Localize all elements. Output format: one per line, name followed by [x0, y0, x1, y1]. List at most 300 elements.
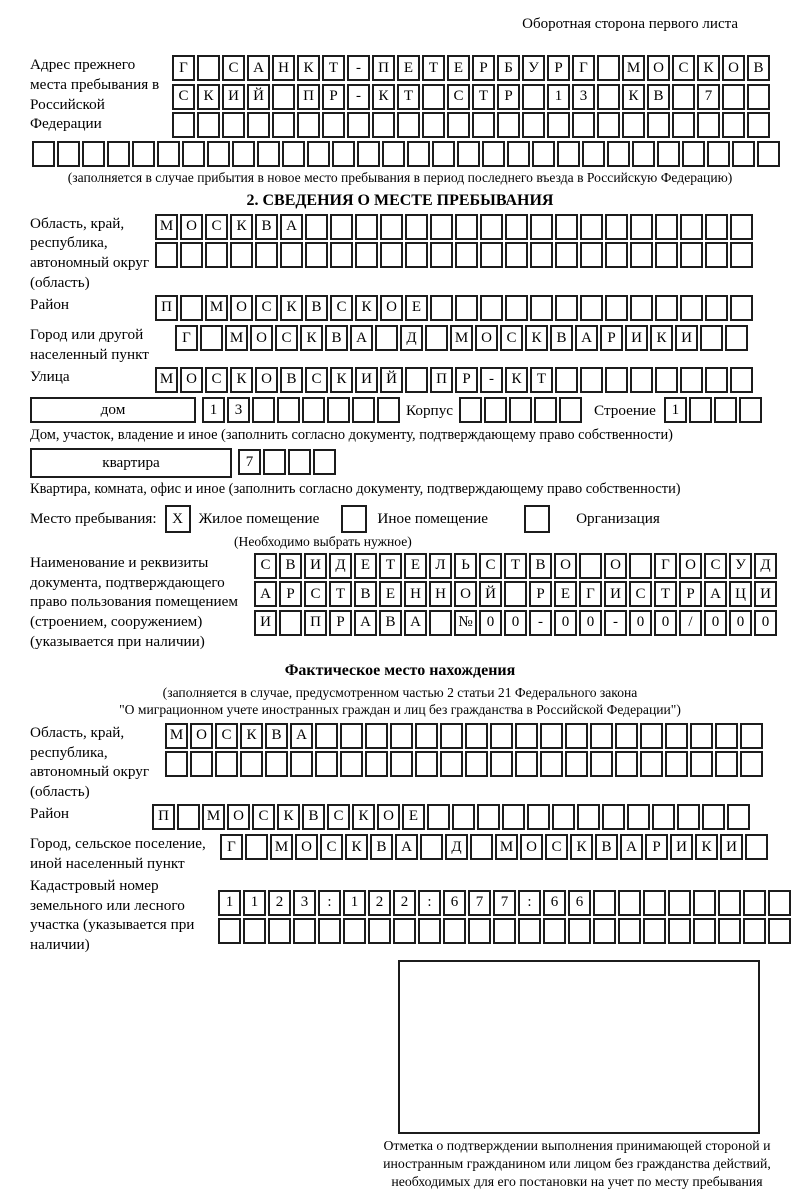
- form-cell[interactable]: [197, 55, 220, 81]
- form-cell[interactable]: [590, 751, 613, 777]
- form-cell[interactable]: Р: [322, 84, 345, 110]
- form-cell[interactable]: В: [379, 610, 402, 636]
- form-cell[interactable]: [730, 295, 753, 321]
- form-cell[interactable]: [530, 242, 553, 268]
- form-cell[interactable]: [768, 918, 791, 944]
- form-cell[interactable]: [643, 890, 666, 916]
- form-cell[interactable]: С: [172, 84, 195, 110]
- form-cell[interactable]: 1: [243, 890, 266, 916]
- form-cell[interactable]: И: [754, 581, 777, 607]
- form-cell[interactable]: [455, 214, 478, 240]
- form-cell[interactable]: [630, 367, 653, 393]
- form-cell[interactable]: [630, 295, 653, 321]
- s2-region-row-2[interactable]: [155, 242, 755, 268]
- form-cell[interactable]: С: [545, 834, 568, 860]
- form-cell[interactable]: Е: [554, 581, 577, 607]
- form-cell[interactable]: [490, 751, 513, 777]
- form-cell[interactable]: [465, 723, 488, 749]
- form-cell[interactable]: [205, 242, 228, 268]
- form-cell[interactable]: [470, 834, 493, 860]
- form-cell[interactable]: [739, 397, 762, 423]
- stay-option-organization-checkbox[interactable]: [524, 505, 550, 533]
- form-cell[interactable]: [268, 918, 291, 944]
- form-cell[interactable]: [547, 112, 570, 138]
- form-cell[interactable]: И: [304, 553, 327, 579]
- form-cell[interactable]: О: [475, 325, 498, 351]
- form-cell[interactable]: 1: [202, 397, 225, 423]
- form-cell[interactable]: [615, 751, 638, 777]
- form-cell[interactable]: [530, 214, 553, 240]
- form-cell[interactable]: А: [575, 325, 598, 351]
- form-cell[interactable]: [180, 295, 203, 321]
- form-cell[interactable]: [555, 367, 578, 393]
- form-cell[interactable]: [505, 214, 528, 240]
- document-row-2[interactable]: [254, 581, 779, 607]
- form-cell[interactable]: [327, 397, 350, 423]
- form-cell[interactable]: И: [254, 610, 277, 636]
- al-city-row[interactable]: [220, 834, 770, 860]
- form-cell[interactable]: [32, 141, 55, 167]
- form-cell[interactable]: /: [679, 610, 702, 636]
- form-cell[interactable]: [377, 397, 400, 423]
- form-cell[interactable]: В: [265, 723, 288, 749]
- form-cell[interactable]: [640, 723, 663, 749]
- form-cell[interactable]: С: [205, 367, 228, 393]
- form-cell[interactable]: [655, 214, 678, 240]
- form-cell[interactable]: 6: [543, 890, 566, 916]
- form-cell[interactable]: [705, 367, 728, 393]
- form-cell[interactable]: О: [722, 55, 745, 81]
- form-cell[interactable]: [593, 890, 616, 916]
- form-cell[interactable]: [605, 214, 628, 240]
- form-cell[interactable]: -: [347, 84, 370, 110]
- form-cell[interactable]: [722, 84, 745, 110]
- form-cell[interactable]: Н: [404, 581, 427, 607]
- form-cell[interactable]: Т: [322, 55, 345, 81]
- form-cell[interactable]: С: [500, 325, 523, 351]
- form-cell[interactable]: С: [629, 581, 652, 607]
- form-cell[interactable]: С: [479, 553, 502, 579]
- form-cell[interactable]: [302, 397, 325, 423]
- form-cell[interactable]: П: [304, 610, 327, 636]
- form-cell[interactable]: [432, 141, 455, 167]
- form-cell[interactable]: И: [222, 84, 245, 110]
- form-cell[interactable]: [277, 397, 300, 423]
- form-cell[interactable]: О: [230, 295, 253, 321]
- al-district-row[interactable]: [152, 804, 752, 830]
- form-cell[interactable]: [718, 890, 741, 916]
- form-cell[interactable]: 6: [568, 890, 591, 916]
- form-cell[interactable]: [382, 141, 405, 167]
- form-cell[interactable]: [257, 141, 280, 167]
- form-cell[interactable]: О: [604, 553, 627, 579]
- form-cell[interactable]: К: [505, 367, 528, 393]
- form-cell[interactable]: Д: [400, 325, 423, 351]
- form-cell[interactable]: К: [650, 325, 673, 351]
- form-cell[interactable]: [343, 918, 366, 944]
- form-cell[interactable]: Е: [405, 295, 428, 321]
- form-cell[interactable]: 0: [729, 610, 752, 636]
- form-cell[interactable]: Р: [497, 84, 520, 110]
- form-cell[interactable]: [727, 804, 750, 830]
- form-cell[interactable]: [690, 723, 713, 749]
- form-cell[interactable]: [390, 723, 413, 749]
- form-cell[interactable]: [655, 295, 678, 321]
- form-cell[interactable]: [282, 141, 305, 167]
- form-cell[interactable]: [518, 918, 541, 944]
- form-cell[interactable]: [534, 397, 557, 423]
- form-cell[interactable]: [405, 214, 428, 240]
- form-cell[interactable]: [643, 918, 666, 944]
- form-cell[interactable]: К: [695, 834, 718, 860]
- form-cell[interactable]: [155, 242, 178, 268]
- s2-district-row[interactable]: [155, 295, 755, 321]
- form-cell[interactable]: [627, 804, 650, 830]
- form-cell[interactable]: А: [404, 610, 427, 636]
- form-cell[interactable]: [422, 84, 445, 110]
- form-cell[interactable]: [559, 397, 582, 423]
- form-cell[interactable]: О: [380, 295, 403, 321]
- form-cell[interactable]: [700, 325, 723, 351]
- form-cell[interactable]: 1: [664, 397, 687, 423]
- form-cell[interactable]: [680, 214, 703, 240]
- form-cell[interactable]: [557, 141, 580, 167]
- stroenie-cells[interactable]: [664, 397, 764, 423]
- form-cell[interactable]: [272, 84, 295, 110]
- form-cell[interactable]: А: [354, 610, 377, 636]
- form-cell[interactable]: [568, 918, 591, 944]
- form-cell[interactable]: В: [302, 804, 325, 830]
- form-cell[interactable]: А: [350, 325, 373, 351]
- form-cell[interactable]: -: [529, 610, 552, 636]
- form-cell[interactable]: [307, 141, 330, 167]
- form-cell[interactable]: И: [720, 834, 743, 860]
- form-cell[interactable]: [393, 918, 416, 944]
- form-cell[interactable]: О: [679, 553, 702, 579]
- form-cell[interactable]: [318, 918, 341, 944]
- form-cell[interactable]: И: [625, 325, 648, 351]
- form-cell[interactable]: К: [230, 214, 253, 240]
- form-cell[interactable]: [355, 214, 378, 240]
- form-cell[interactable]: К: [230, 367, 253, 393]
- form-cell[interactable]: С: [327, 804, 350, 830]
- form-cell[interactable]: [368, 918, 391, 944]
- form-cell[interactable]: [532, 141, 555, 167]
- form-cell[interactable]: М: [155, 214, 178, 240]
- form-cell[interactable]: 1: [547, 84, 570, 110]
- form-cell[interactable]: [597, 84, 620, 110]
- form-cell[interactable]: [672, 112, 695, 138]
- form-cell[interactable]: С: [205, 214, 228, 240]
- form-cell[interactable]: 0: [704, 610, 727, 636]
- form-cell[interactable]: О: [180, 367, 203, 393]
- form-cell[interactable]: 0: [479, 610, 502, 636]
- form-cell[interactable]: [757, 141, 780, 167]
- form-cell[interactable]: [215, 751, 238, 777]
- form-cell[interactable]: [680, 295, 703, 321]
- form-cell[interactable]: В: [550, 325, 573, 351]
- form-cell[interactable]: Е: [402, 804, 425, 830]
- form-cell[interactable]: С: [447, 84, 470, 110]
- form-cell[interactable]: [572, 112, 595, 138]
- form-cell[interactable]: А: [620, 834, 643, 860]
- form-cell[interactable]: [722, 112, 745, 138]
- form-cell[interactable]: [443, 918, 466, 944]
- form-cell[interactable]: К: [197, 84, 220, 110]
- form-cell[interactable]: Р: [455, 367, 478, 393]
- form-cell[interactable]: [457, 141, 480, 167]
- form-cell[interactable]: [420, 834, 443, 860]
- form-cell[interactable]: [655, 367, 678, 393]
- form-cell[interactable]: В: [305, 295, 328, 321]
- form-cell[interactable]: [504, 581, 527, 607]
- form-cell[interactable]: [718, 918, 741, 944]
- apartment-cells[interactable]: [238, 449, 338, 475]
- form-cell[interactable]: [422, 112, 445, 138]
- form-cell[interactable]: [582, 141, 605, 167]
- form-cell[interactable]: [580, 242, 603, 268]
- form-cell[interactable]: [243, 918, 266, 944]
- form-cell[interactable]: 0: [504, 610, 527, 636]
- form-cell[interactable]: Е: [447, 55, 470, 81]
- form-cell[interactable]: Й: [380, 367, 403, 393]
- s2-street-row[interactable]: [155, 367, 755, 393]
- form-cell[interactable]: [605, 367, 628, 393]
- form-cell[interactable]: К: [525, 325, 548, 351]
- form-cell[interactable]: [405, 367, 428, 393]
- form-cell[interactable]: Г: [579, 581, 602, 607]
- form-cell[interactable]: С: [704, 553, 727, 579]
- form-cell[interactable]: С: [222, 55, 245, 81]
- form-cell[interactable]: Г: [572, 55, 595, 81]
- form-cell[interactable]: [290, 751, 313, 777]
- form-cell[interactable]: [714, 397, 737, 423]
- form-cell[interactable]: 0: [654, 610, 677, 636]
- form-cell[interactable]: М: [165, 723, 188, 749]
- form-cell[interactable]: М: [622, 55, 645, 81]
- form-cell[interactable]: [602, 804, 625, 830]
- form-cell[interactable]: В: [595, 834, 618, 860]
- form-cell[interactable]: [490, 723, 513, 749]
- form-cell[interactable]: [689, 397, 712, 423]
- form-cell[interactable]: С: [672, 55, 695, 81]
- form-cell[interactable]: [330, 242, 353, 268]
- form-cell[interactable]: [522, 84, 545, 110]
- form-cell[interactable]: В: [279, 553, 302, 579]
- form-cell[interactable]: С: [320, 834, 343, 860]
- form-cell[interactable]: А: [280, 214, 303, 240]
- form-cell[interactable]: 1: [218, 890, 241, 916]
- form-cell[interactable]: О: [295, 834, 318, 860]
- form-cell[interactable]: [465, 751, 488, 777]
- form-cell[interactable]: [640, 751, 663, 777]
- form-cell[interactable]: 1: [343, 890, 366, 916]
- form-cell[interactable]: [305, 242, 328, 268]
- form-cell[interactable]: Т: [329, 581, 352, 607]
- form-cell[interactable]: 0: [579, 610, 602, 636]
- form-cell[interactable]: [577, 804, 600, 830]
- form-cell[interactable]: [372, 112, 395, 138]
- form-cell[interactable]: [555, 214, 578, 240]
- stay-option-residential-checkbox[interactable]: X: [165, 505, 191, 533]
- apartment-box[interactable]: квартира: [30, 448, 232, 478]
- form-cell[interactable]: С: [275, 325, 298, 351]
- form-cell[interactable]: [745, 834, 768, 860]
- form-cell[interactable]: К: [277, 804, 300, 830]
- form-cell[interactable]: П: [152, 804, 175, 830]
- form-cell[interactable]: [455, 242, 478, 268]
- form-cell[interactable]: [82, 141, 105, 167]
- form-cell[interactable]: У: [522, 55, 545, 81]
- form-cell[interactable]: [190, 751, 213, 777]
- form-cell[interactable]: [732, 141, 755, 167]
- form-cell[interactable]: Р: [600, 325, 623, 351]
- form-cell[interactable]: [493, 918, 516, 944]
- form-cell[interactable]: О: [190, 723, 213, 749]
- form-cell[interactable]: К: [697, 55, 720, 81]
- form-cell[interactable]: 3: [293, 890, 316, 916]
- form-cell[interactable]: [247, 112, 270, 138]
- form-cell[interactable]: [390, 751, 413, 777]
- form-cell[interactable]: [245, 834, 268, 860]
- form-cell[interactable]: Р: [472, 55, 495, 81]
- form-cell[interactable]: [459, 397, 482, 423]
- form-cell[interactable]: [480, 242, 503, 268]
- form-cell[interactable]: [747, 112, 770, 138]
- prev-address-row-3[interactable]: [172, 112, 772, 138]
- form-cell[interactable]: [107, 141, 130, 167]
- form-cell[interactable]: [715, 723, 738, 749]
- form-cell[interactable]: [668, 918, 691, 944]
- form-cell[interactable]: [505, 242, 528, 268]
- form-cell[interactable]: [647, 112, 670, 138]
- form-cell[interactable]: [313, 449, 336, 475]
- form-cell[interactable]: [630, 242, 653, 268]
- form-cell[interactable]: Б: [497, 55, 520, 81]
- form-cell[interactable]: Р: [645, 834, 668, 860]
- form-cell[interactable]: [315, 751, 338, 777]
- form-cell[interactable]: [157, 141, 180, 167]
- form-cell[interactable]: [730, 367, 753, 393]
- form-cell[interactable]: [218, 918, 241, 944]
- form-cell[interactable]: [743, 918, 766, 944]
- form-cell[interactable]: [505, 295, 528, 321]
- form-cell[interactable]: А: [247, 55, 270, 81]
- form-cell[interactable]: К: [240, 723, 263, 749]
- form-cell[interactable]: [418, 918, 441, 944]
- form-cell[interactable]: №: [454, 610, 477, 636]
- form-cell[interactable]: [530, 295, 553, 321]
- form-cell[interactable]: [440, 751, 463, 777]
- form-cell[interactable]: [288, 449, 311, 475]
- form-cell[interactable]: -: [604, 610, 627, 636]
- form-cell[interactable]: С: [252, 804, 275, 830]
- form-cell[interactable]: Т: [397, 84, 420, 110]
- form-cell[interactable]: [375, 325, 398, 351]
- form-cell[interactable]: И: [604, 581, 627, 607]
- form-cell[interactable]: У: [729, 553, 752, 579]
- form-cell[interactable]: Н: [429, 581, 452, 607]
- form-cell[interactable]: В: [325, 325, 348, 351]
- al-region-row-1[interactable]: [165, 723, 765, 749]
- form-cell[interactable]: Е: [404, 553, 427, 579]
- house-box[interactable]: дом: [30, 397, 196, 423]
- form-cell[interactable]: Н: [272, 55, 295, 81]
- form-cell[interactable]: К: [297, 55, 320, 81]
- form-cell[interactable]: А: [290, 723, 313, 749]
- form-cell[interactable]: Й: [247, 84, 270, 110]
- form-cell[interactable]: Е: [397, 55, 420, 81]
- form-cell[interactable]: О: [554, 553, 577, 579]
- s2-region-row-1[interactable]: [155, 214, 755, 240]
- form-cell[interactable]: [680, 242, 703, 268]
- form-cell[interactable]: М: [202, 804, 225, 830]
- form-cell[interactable]: К: [345, 834, 368, 860]
- form-cell[interactable]: [605, 295, 628, 321]
- form-cell[interactable]: [480, 295, 503, 321]
- form-cell[interactable]: [272, 112, 295, 138]
- form-cell[interactable]: [230, 242, 253, 268]
- form-cell[interactable]: [607, 141, 630, 167]
- form-cell[interactable]: [690, 751, 713, 777]
- form-cell[interactable]: [515, 751, 538, 777]
- form-cell[interactable]: [280, 242, 303, 268]
- form-cell[interactable]: [177, 804, 200, 830]
- form-cell[interactable]: С: [255, 295, 278, 321]
- form-cell[interactable]: [702, 804, 725, 830]
- form-cell[interactable]: П: [430, 367, 453, 393]
- form-cell[interactable]: [705, 295, 728, 321]
- form-cell[interactable]: [222, 112, 245, 138]
- form-cell[interactable]: [415, 723, 438, 749]
- form-cell[interactable]: А: [254, 581, 277, 607]
- form-cell[interactable]: [697, 112, 720, 138]
- form-cell[interactable]: [580, 367, 603, 393]
- form-cell[interactable]: О: [227, 804, 250, 830]
- al-region-row-2[interactable]: [165, 751, 765, 777]
- house-cells[interactable]: [202, 397, 402, 423]
- korpus-cells[interactable]: [459, 397, 584, 423]
- form-cell[interactable]: 3: [227, 397, 250, 423]
- form-cell[interactable]: [425, 325, 448, 351]
- form-cell[interactable]: Д: [445, 834, 468, 860]
- form-cell[interactable]: [252, 397, 275, 423]
- form-cell[interactable]: [429, 610, 452, 636]
- form-cell[interactable]: -: [480, 367, 503, 393]
- form-cell[interactable]: [768, 890, 791, 916]
- form-cell[interactable]: [565, 723, 588, 749]
- form-cell[interactable]: Т: [504, 553, 527, 579]
- form-cell[interactable]: [182, 141, 205, 167]
- form-cell[interactable]: [740, 751, 763, 777]
- form-cell[interactable]: [555, 295, 578, 321]
- form-cell[interactable]: [605, 242, 628, 268]
- form-cell[interactable]: Ц: [729, 581, 752, 607]
- form-cell[interactable]: [340, 723, 363, 749]
- form-cell[interactable]: [507, 141, 530, 167]
- form-cell[interactable]: [482, 141, 505, 167]
- form-cell[interactable]: [472, 112, 495, 138]
- form-cell[interactable]: [347, 112, 370, 138]
- form-cell[interactable]: О: [250, 325, 273, 351]
- form-cell[interactable]: Т: [422, 55, 445, 81]
- form-cell[interactable]: А: [395, 834, 418, 860]
- form-cell[interactable]: Д: [329, 553, 352, 579]
- form-cell[interactable]: И: [355, 367, 378, 393]
- form-cell[interactable]: [355, 242, 378, 268]
- form-cell[interactable]: 0: [629, 610, 652, 636]
- form-cell[interactable]: К: [622, 84, 645, 110]
